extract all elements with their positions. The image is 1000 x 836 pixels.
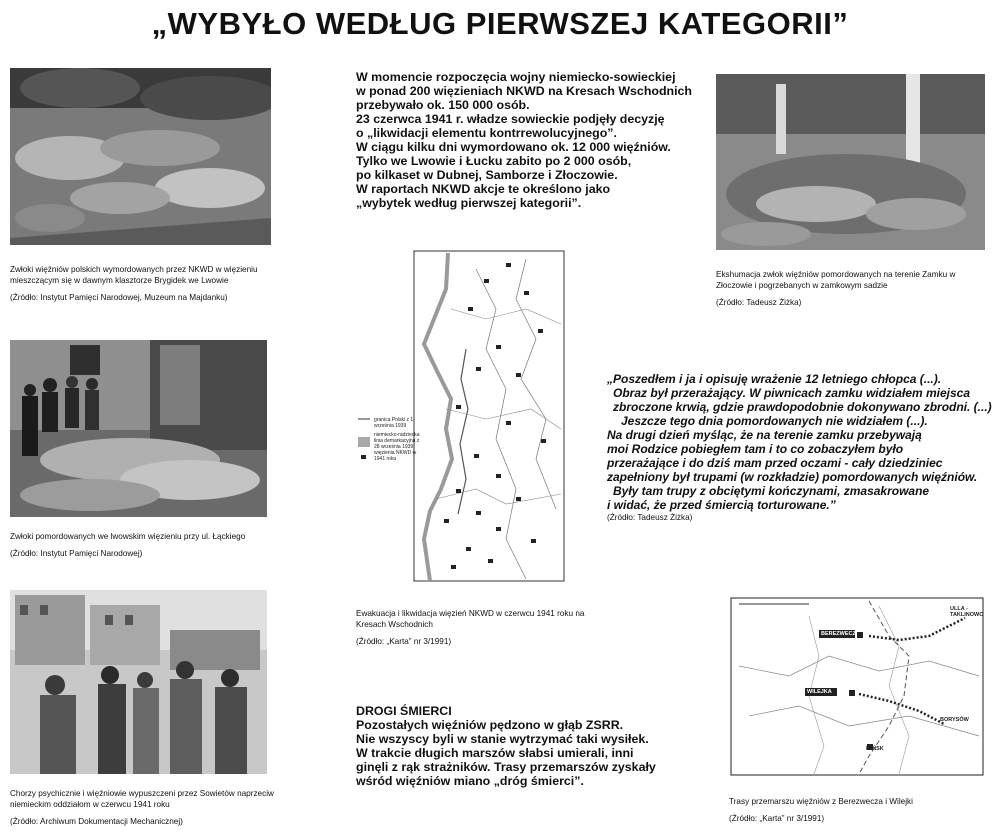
intro-line: „wybytek według pierwszej kategorii”. xyxy=(356,196,582,210)
intro-line: W raportach NKWD akcje te określono jako xyxy=(356,182,611,196)
quote-line: Były tam trupy z obciętymi kończynami, zmasakrowane xyxy=(613,484,930,498)
photo-3-source: (Źródło: Archiwum Dokumentacji Mechanicznej) xyxy=(10,817,183,826)
roads-line: ginęli z rąk strażników. Trasy przemarszów zyskały xyxy=(356,760,656,774)
witness-quote xyxy=(607,372,992,512)
map-routes-label-ulla: ULLA - TAKLINOWO xyxy=(950,606,984,618)
legend-demarcation: niemiecko-radziecka linia demarkacyjna z 28 września 1939 xyxy=(374,432,420,450)
photo-4-caption xyxy=(716,269,986,308)
map-evac-source: (Źródło: „Karta” nr 3/1991) xyxy=(356,637,452,646)
quote-line: przerażające i do dziś mam przed oczami - cały dziedziniec xyxy=(607,456,943,470)
roads-line: wśród więźniów miano „dróg śmierci”. xyxy=(356,774,584,788)
map-routes-label-berezwecz: BEREZWECZ xyxy=(821,631,856,637)
quote-line: Jeszcze tego dnia pomordowanych nie widziałem (...). xyxy=(621,414,928,428)
roads-of-death xyxy=(356,704,656,788)
intro-line: po kilkaset w Dubnej, Samborze i Złoczowie. xyxy=(356,168,618,182)
photo-1-source: (Źródło: Instytut Pamięci Narodowej, Muzeum na Majdanku) xyxy=(10,293,228,302)
legend-prisons: więzienia NKWD w 1941 roku xyxy=(374,450,417,462)
photo-1-caption-text: Zwłoki więźniów polskich wymordowanych przez NKWD w więzieniu mieszczącym się w dawnym klasztorze Brygidek we Lwowie xyxy=(10,265,258,285)
roads-line: W trakcie długich marszów słabsi umierali, inni xyxy=(356,746,634,760)
map-routes-label-minsk: MIŃSK xyxy=(866,746,884,752)
map-routes-label-borysow: BORYSÓW xyxy=(940,717,969,723)
photo-released-prisoners xyxy=(10,590,267,774)
photo-4-caption-text: Ekshumacja zwłok więźniów pomordowanych na terenie Zamku w Złoczowie i pogrzebanych w zamkowym sadzie xyxy=(716,270,956,290)
quote-source: (Źródło: Tadeusz Żiżka) xyxy=(607,513,693,522)
roads-line: Nie wszyscy byli w stanie wytrzymać taki wysiłek. xyxy=(356,732,649,746)
photo-2-caption-text: Zwłoki pomordowanych we lwowskim więzieniu przy ul. Łąckiego xyxy=(10,532,246,541)
quote-line: zbroczone krwią, gdzie prawdopodobnie dokonywano zbrodni. (...) xyxy=(613,400,992,414)
roads-line: Pozostałych więźniów pędzono w głąb ZSRR. xyxy=(356,718,624,732)
map-evac-caption-text: Ewakuacja i likwidacja więzień NKWD w czerwcu 1941 roku na Kresach Wschodnich xyxy=(356,609,585,629)
photo-3-caption-text: Chorzy psychicznie i więźniowie wypuszczeni przez Sowietów naprzeciw niemieckim oddziałom w czerwcu 1941 roku xyxy=(10,789,274,809)
intro-line: 23 czerwca 1941 r. władze sowieckie podjęły decyzję xyxy=(356,112,665,126)
map-routes-caption-text: Trasy przemarszu więźniów z Berezwecza i Wilejki xyxy=(729,797,913,806)
map-routes-source: (Źródło: „Karta” nr 3/1991) xyxy=(729,814,825,823)
quote-line: „Poszedłem i ja i opisuję wrażenie 12 letniego chłopca (...). xyxy=(607,372,942,386)
quote-line: i widać, że przed śmiercią torturowane.” xyxy=(607,498,836,512)
photo-brygidki-bodies xyxy=(10,68,271,245)
photo-4-source: (Źródło: Tadeusz Żiżka) xyxy=(716,298,802,307)
intro-line: W ciągu kilku dni wymordowano ok. 12 000 więźniów. xyxy=(356,140,671,154)
intro-line: przebywało ok. 150 000 osób. xyxy=(356,98,530,112)
intro-line: w ponad 200 więzieniach NKWD na Kresach Wschodnich xyxy=(356,84,692,98)
quote-line: moi Rodzice pobiegłem tam i to co zobaczyłem było xyxy=(607,442,904,456)
photo-exhumation-zloczow xyxy=(716,74,985,250)
quote-line: Na drugi dzień myśląc, że na terenie zamku przebywają xyxy=(607,428,922,442)
map-routes-label-wilejka: WILEJKA xyxy=(807,689,832,695)
intro-line: o „likwidacji elementu kontrrewolucyjnego”. xyxy=(356,126,617,140)
page-title: „WYBYŁO WEDŁUG PIERWSZEJ KATEGORII” xyxy=(151,6,849,41)
photo-2-caption xyxy=(10,531,278,559)
photo-3-caption xyxy=(10,788,278,827)
map-routes xyxy=(729,596,985,777)
quote-line: zapełniony był trupami (w rozkładzie) pomordowanych więźniów. xyxy=(607,470,978,484)
map-routes-caption xyxy=(729,796,989,824)
intro-line: W momencie rozpoczęcia wojny niemiecko-sowieckiej xyxy=(356,70,676,84)
photo-lackiego-prison xyxy=(10,340,267,517)
roads-heading: DROGI ŚMIERCI xyxy=(356,704,452,718)
legend-border: granica Polski z 1 września 1939 xyxy=(374,417,414,429)
map-evac-legend xyxy=(374,417,422,462)
intro-line: Tylko we Lwowie i Łucku zabito po 2 000 osób, xyxy=(356,154,632,168)
intro-text xyxy=(356,70,692,210)
map-evac-caption xyxy=(356,608,596,647)
photo-2-source: (Źródło: Instytut Pamięci Narodowej) xyxy=(10,549,143,558)
photo-1-caption xyxy=(10,264,278,303)
quote-line: Obraz był przerażający. W piwnicach zamku widziałem miejsca xyxy=(613,386,971,400)
